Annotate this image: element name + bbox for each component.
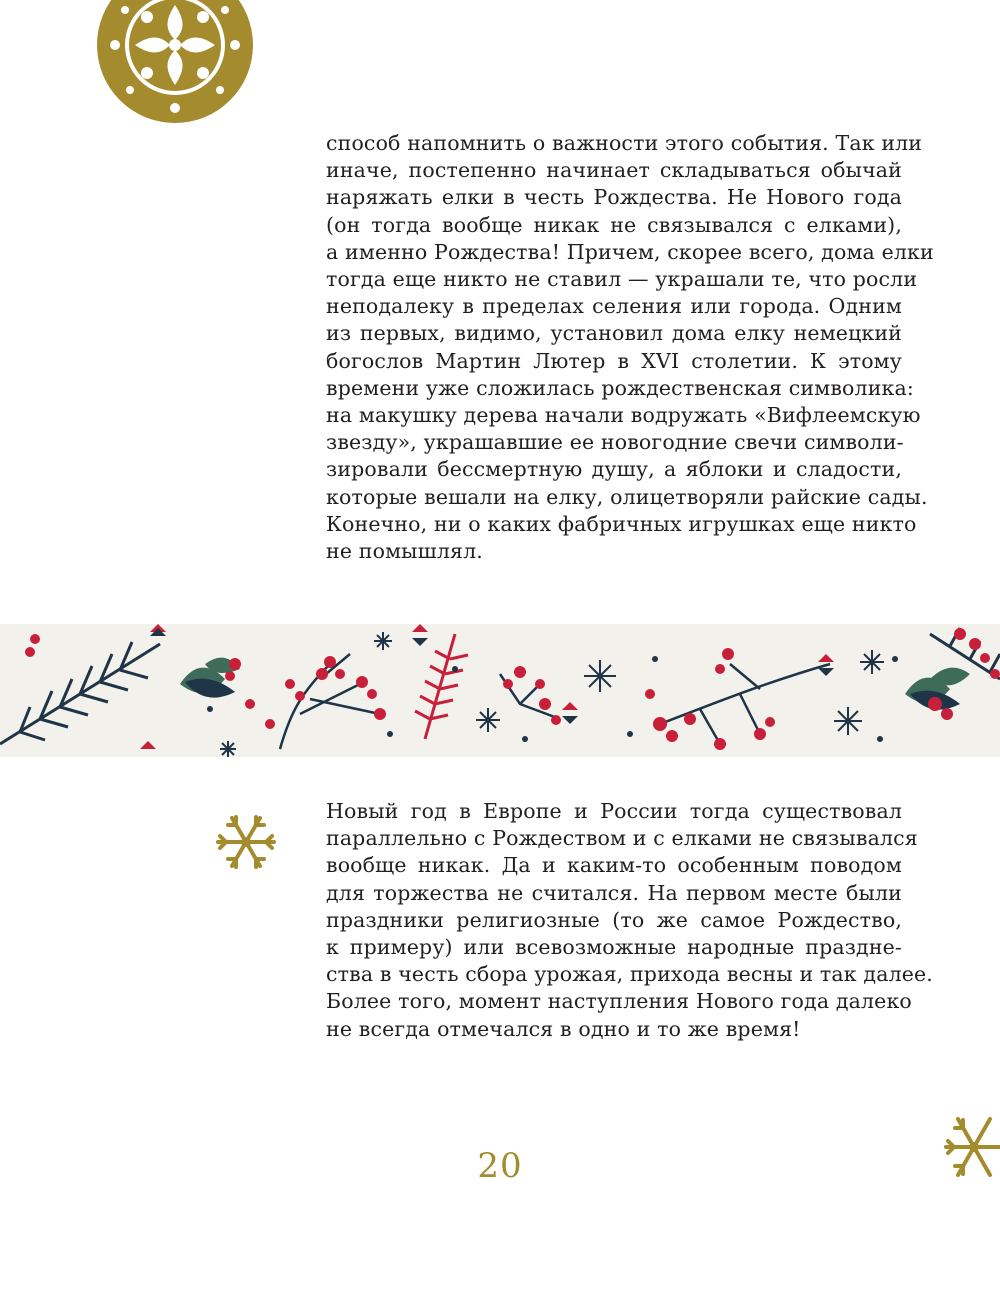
text-line: параллельно с Рождеством и с елками не связывался: [326, 826, 918, 851]
text-line: ства в честь сбора урожая, прихода весны и так далее.: [326, 962, 933, 987]
text-line: неподалеку в пределах селения или города. Одним: [326, 294, 902, 319]
text-line: Конечно, ни о каких фабричных игрушках еще никто: [326, 511, 917, 536]
text-line: праздники религиозные (то же самое Рождество,: [326, 907, 902, 932]
text-line: из первых, видимо, установил дома елку немецкий: [326, 321, 902, 346]
page-number: 20: [477, 1146, 523, 1186]
ornament-rosette-icon: [95, 0, 255, 125]
text-line: времени уже сложилась рождественская символика:: [326, 375, 914, 400]
text-line: вообще никак. Да и каким-то особенным поводом: [326, 853, 902, 878]
winter-pattern-band: [0, 624, 1000, 757]
text-line: звезду», украшавшие ее новогодние свечи символи-: [326, 430, 904, 455]
paragraph-1: [326, 130, 934, 565]
text-line: иначе, постепенно начинает складываться обычай: [326, 158, 902, 183]
text-line: наряжать елки в честь Рождества. Не Нового года: [326, 185, 902, 210]
text-line: не помышлял.: [326, 539, 483, 564]
text-line: для торжества не считался. На первом месте были: [326, 880, 902, 905]
text-line: зировали бессмертную душу, а яблоки и сладости,: [326, 457, 902, 482]
snowflake-icon: [213, 810, 279, 874]
paragraph-2: [326, 798, 933, 1043]
text-line: к примеру) или всевозможные народные праздне-: [326, 935, 902, 960]
text-line: Новый год в Европе и России тогда существовал: [326, 799, 902, 823]
text-line: (он тогда вообще никак не связывался с елками),: [326, 212, 902, 237]
text-line: не всегда отмечался в одно и то же время!: [326, 1016, 801, 1041]
text-line: способ напомнить о важности этого события. Так или: [326, 131, 923, 155]
text-line: богослов Мартин Лютер в XVI столетии. К этому: [326, 348, 902, 373]
text-line: на макушку дерева начали водружать «Вифлеемскую: [326, 403, 921, 428]
text-line: которые вешали на елку, олицетворяли райские сады.: [326, 484, 928, 509]
text-line: тогда еще никто не ставил — украшали те, что росли: [326, 267, 918, 292]
text-line: Более того, момент наступления Нового года далеко: [326, 989, 912, 1014]
text-line: а именно Рождества! Причем, скорее всего, дома елки: [326, 239, 934, 264]
